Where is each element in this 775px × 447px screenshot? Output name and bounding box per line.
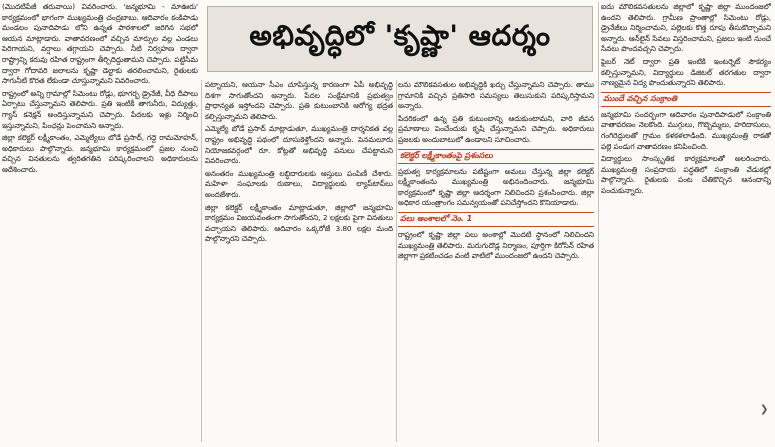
body-paragraph: (మొదటిపేజీ తరువాయి) వివరించారు. 'జన్మభూమి - మాఊరు' కార్యక్రమంలో భాగంగా ముఖ్యమంత్రి చంద్రబాబు. ఆదివారం కంకిపాడు మండలం పునాదిపాడు లోని ఉన్నత పాఠశాలలో జరిగిన సభలో ఆయన మాట్లాడారు. వాతావరణంలో వచ్చిన మార్పుల వల్ల ఎండలు పెరిగాయని, వర్షాలు తగ్గాయని చెప్పారు. నీటి నిర్వహణ ద్వారా రాష్ట్రాన్ని కరువు రహిత రాష్ట్రంగా తీర్చిదిద్దుతామని చెప్పారు. పట్టిసీమ ద్వారా గోదావరి జలాలను కృష్ణా డెల్టాకు తరలించామని, రైతులకు సాగునీటి కొరత లేకుండా చూస్తున్నామని వివరించారు.	[2, 2, 198, 86]
column-rule	[396, 80, 397, 442]
body-paragraph: ఫైబర్ నెట్ ద్వారా ప్రతి ఇంటికి ఇంటర్నెట్ సౌకర్యం కల్పిస్తున్నామని, విద్యార్థులు డిజిటల్ తరగతుల ద్వారా నాణ్యమైన విద్య పొందుతున్నారని తెలిపారు.	[601, 56, 771, 88]
article-column-1	[2, 2, 198, 444]
body-paragraph: ఎమ్మెల్యే బోడే ప్రసాద్ మాట్లాడుతూ, ముఖ్యమంత్రి దార్శనికత వల్ల రాష్ట్రం అభివృద్ధి పథంలో దూసుకెళ్తోందని అన్నారు. పెనమలూరు నియోజకవర్గంలో రూ. కోట్లతో అభివృద్ధి పనులు చేపట్టామని వివరించారు.	[205, 124, 393, 166]
body-paragraph: ప్రభుత్వ కార్యక్రమాలను పటిష్టంగా అమలు చేస్తున్న జిల్లా కలెక్టర్ లక్ష్మీకాంతంను ముఖ్యమంత్రి అభినందించారు. జన్మభూమి కార్యక్రమంలో కృష్ణా జిల్లా ఆదర్శంగా నిలిచిందని ప్రశంసించారు. జిల్లా అధికార యంత్రాంగం సమన్వయంతో పనిచేస్తోందని కొనియాడారు.	[398, 166, 594, 208]
body-paragraph: అనంతరం ముఖ్యమంత్రి లబ్ధిదారులకు ఆస్తులు పంపిణీ చేశారు. మహిళా సంఘాలకు రుణాలు, విద్యార్థులకు ల్యాప్‌టాప్‌లు అందజేశారు.	[205, 168, 393, 199]
continue-arrow-icon: ❯	[760, 404, 769, 415]
body-paragraph: ఐదు మౌలికవసతులను జిల్లాలో కృష్ణా జిల్లా ముందంజలో ఉందని తెలిపారు. గ్రామీణ ప్రాంతాల్లో సిమెంటు రోడ్లు, డ్రైనేజీలు నిర్మించామని, పల్లెలకు కొత్త రూపు తీసుకొచ్చామని అన్నారు. ఆన్‌లైన్ సేవలు విస్తరించామని, ప్రజలు ఇంటి నుంచే సేవలు పొందవచ్చని చెప్పారు.	[601, 2, 771, 54]
headline-text: అభివృద్ధిలో 'కృష్ణా' ఆదర్శం	[249, 19, 551, 52]
headline-box	[207, 6, 593, 72]
article-column-3	[398, 80, 594, 444]
body-paragraph: లను మౌలికవసతుల అభివృద్ధికి ఖర్చు చేస్తున్నామని చెప్పారు. తాము గ్రామానికి వచ్చిన ప్రతిసారి సమస్యలు తెలుసుకుని పరిష్కరిస్తామని అన్నారు.	[398, 80, 594, 111]
column-rule	[598, 2, 599, 442]
body-paragraph: పేదరికంలో ఉన్న ప్రతి కుటుంబాన్ని ఆదుకుంటామని, వారి జీవన ప్రమాణాలు పెంచేందుకు కృషి చేస్తున్నామని చెప్పారు. అధికారులు ప్రజలకు అందుబాటులో ఉండాలని సూచించారు.	[398, 113, 594, 144]
body-paragraph: జన్మభూమి సందర్భంగా ఆదివారం పునాదిపాడులో సంక్రాంతి వాతావరణం నెలకొంది. ముగ్గులు, గొబ్బెమ్మలు, హరిదాసులు, గంగిరెద్దులతో గ్రామం కళకళలాడింది. ముఖ్యమంత్రి రాకతో పల్లె పండుగ వాతావరణం కనిపించింది.	[601, 109, 771, 151]
column-rule	[201, 80, 202, 442]
subheading-early-sankranti: ముందే వచ్చిన సంక్రాంతి	[601, 92, 771, 107]
body-paragraph: విద్యార్థులు సాంస్కృతిక కార్యక్రమాలతో అలరించారు. ముఖ్యమంత్రి సంప్రదాయ పద్ధతిలో సంక్రాంతి వేడుకల్లో పాల్గొన్నారు. రైతులకు పంట చేతికొచ్చిన ఆనందాన్ని పంచుకున్నారు.	[601, 154, 771, 195]
body-paragraph: రాష్ట్రంలో కృష్ణా జిల్లా పలు అంశాల్లో మొదటి స్థానంలో నిలిచిందని ముఖ్యమంత్రి తెలిపారు. మరుగుదొడ్ల నిర్మాణం, పూర్తిగా కిరోసిన్ రహిత జిల్లాగా ప్రకటించడం వంటి వాటిలో ముందంజలో ఉందని చెప్పారు.	[398, 229, 594, 261]
body-paragraph: పట్నాయని, ఆయనా సీఎం చూపిస్తున్న కారణంగా ఏపీ అభివృద్ధి దిశగా సాగుతోందని అన్నారు. పేదల సంక్షేమానికి ప్రభుత్వం ప్రాధాన్యత ఇస్తోందని చెప్పారు. ప్రతి కుటుంబానికి ఆరోగ్య భద్రత కల్పిస్తున్నామని తెలిపారు.	[205, 80, 393, 121]
subheading-collector-praise: కలెక్టర్ లక్ష్మీకాంతంపై ప్రశంసలు	[398, 149, 594, 164]
body-paragraph: జిల్లా కలెక్టర్ లక్ష్మీకాంతం, ఎమ్మెల్యేలు బోడే ప్రసాద్, గద్దె రామమోహన్, అధికారులు పాల్గొన్నారు. జన్మభూమి కార్యక్రమంలో ప్రజల నుంచి వచ్చిన వినతులను త్వరితగతిన పరిష్కరించాలని అధికారులను ఆదేశించారు.	[2, 133, 198, 174]
article-column-4	[601, 2, 771, 444]
subheading-number-one: పలు అంశాలలో నెం. 1	[398, 212, 594, 227]
article-column-2	[205, 80, 393, 444]
body-paragraph: జిల్లా కలెక్టర్ లక్ష్మీకాంతం మాట్లాడుతూ, జిల్లాలో జన్మభూమి కార్యక్రమం విజయవంతంగా సాగుతోందని, 2 లక్షలకు పైగా వినతులు వచ్చాయని తెలిపారు. ఆదివారం ఒక్కరోజే 3.80 లక్షల మంది పాల్గొన్నారని చెప్పారు.	[205, 202, 393, 244]
body-paragraph: రాష్ట్రంలో అన్ని గ్రామాల్లో సిమెంటు రోడ్లు, భూగర్భ డ్రైనేజీ, వీధి దీపాలు ఏర్పాటు చేస్తున్నామని తెలిపారు. ప్రతి ఇంటికీ తాగునీరు, విద్యుత్తు, గ్యాస్ కనెక్షన్ అందిస్తున్నామని చెప్పారు. పేదలకు ఇళ్లు నిర్మించి ఇస్తున్నామని, పింఛన్లు పెంచామని అన్నారు.	[2, 88, 198, 130]
